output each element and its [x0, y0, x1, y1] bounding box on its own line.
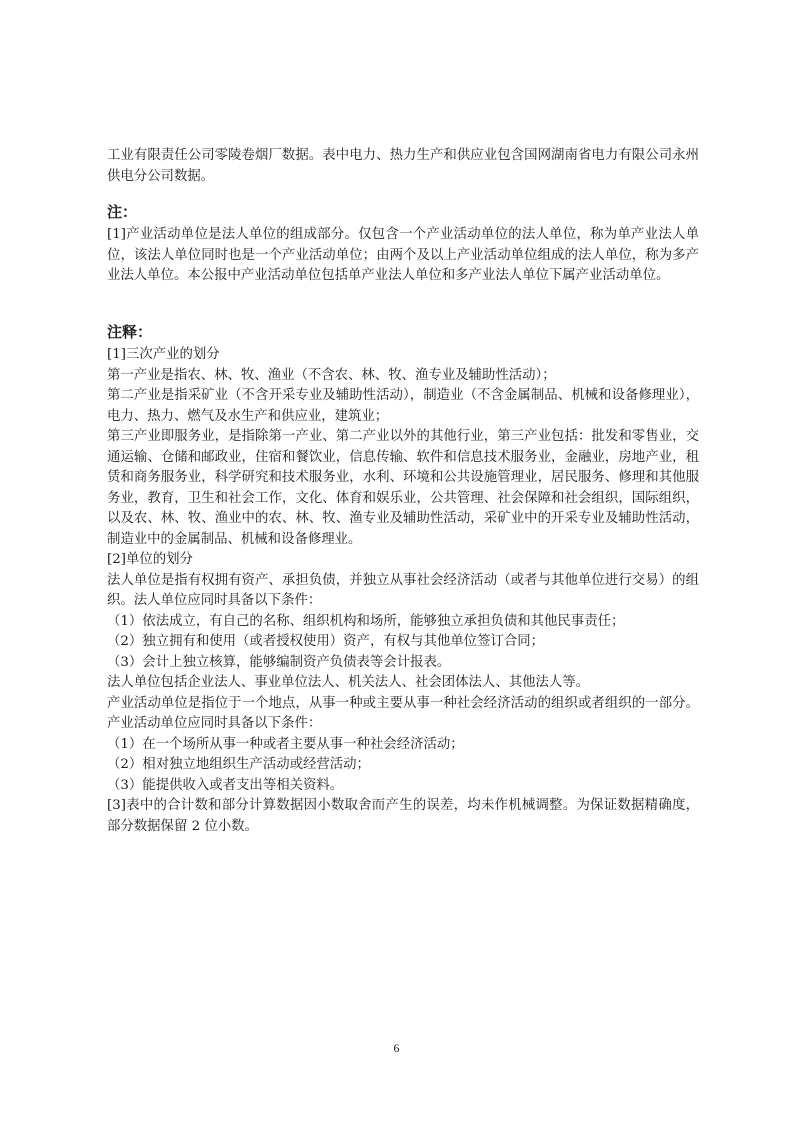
legal-entity-condition-2: （2）独立拥有和使用（或者授权使用）资产，有权与其他单位签订合同； [107, 634, 545, 649]
activity-unit-condition-1: （1）在一个场所从事一种或者主要从事一种社会经济活动； [107, 736, 464, 752]
explanation-section [107, 322, 699, 837]
activity-unit-definition: 产业活动单位是指位于一个地点，从事一种或主要从事一种社会经济活动的组织或者组织的一部分。产业活动单位应同时具备以下条件： [107, 695, 699, 731]
intro-paragraph: 工业有限责任公司零陵卷烟厂数据。表中电力、热力生产和供应业包含国网湖南省电力有限公司永州供电分公司数据。 [107, 148, 699, 184]
subheading-industry-classification: [1]三次产业的划分 [107, 347, 220, 362]
page-number: 6 [393, 1041, 400, 1055]
intro-section [107, 146, 699, 187]
legal-entity-condition-3: （3）会计上独立核算，能够编制资产负债表等会计报表。 [107, 654, 451, 670]
secondary-industry-paragraph: 第二产业是指采矿业（不含开采专业及辅助性活动），制造业（不含金属制品、机械和设备修理业），电力、热力、燃气及水生产和供应业，建筑业； [107, 388, 699, 424]
explanation-heading: 注释： [107, 323, 153, 341]
note-heading: 注： [107, 203, 138, 221]
explanation-body [107, 345, 699, 837]
activity-unit-condition-3: （3）能提供收入或者支出等相关资料。 [107, 777, 344, 793]
note-section [107, 202, 699, 287]
activity-unit-condition-2: （2）相对独立地组织生产活动或经营活动； [107, 757, 370, 772]
legal-entity-definition: 法人单位是指有权拥有资产、承担负债，并独立从事社会经济活动（或者与其他单位进行交易）的组织。法人单位应同时具备以下条件： [107, 572, 699, 608]
subheading-unit-classification: [2]单位的划分 [107, 552, 193, 567]
rounding-note: [3]表中的合计数和部分计算数据因小数取舍而产生的误差，均未作机械调整。为保证数据精确度，部分数据保留 2 位小数。 [107, 798, 699, 834]
primary-industry-paragraph: 第一产业是指农、林、牧、渔业（不含农、林、牧、渔专业及辅助性活动）； [107, 367, 556, 383]
note-paragraph: [1]产业活动单位是法人单位的组成部分。仅包含一个产业活动单位的法人单位，称为单产业法人单位，该法人单位同时也是一个产业活动单位；由两个及以上产业活动单位组成的法人单位，称为多产业法人单位。本公报中产业活动单位包括单产业法人单位和多产业法人单位下属产业活动单位。 [107, 227, 699, 283]
legal-entity-types: 法人单位包括企业法人、事业单位法人、机关法人、社会团体法人、其他法人等。 [107, 675, 590, 690]
legal-entity-condition-1: （1）依法成立，有自己的名称、组织机构和场所，能够独立承担负债和其他民事责任； [107, 613, 625, 629]
tertiary-industry-paragraph: 第三产业即服务业，是指除第一产业、第二产业以外的其他行业，第三产业包括：批发和零售业，交通运输、仓储和邮政业，住宿和餐饮业，信息传输、软件和信息技术服务业，金融业，房地产业，租赁和商务服务业，科学研究和技术服务业，水利、环境和公共设施管理业，居民服务、修理和其他服务业，教育，卫生和社会工作，文化、体育和娱乐业，公共管理、社会保障和社会组织，国际组织，以及农、林、牧、渔业中的农、林、牧、渔专业及辅助性活动，采矿业中的开采专业及辅助性活动，制造业中的金属制品、机械和设备修理业。 [107, 429, 699, 547]
